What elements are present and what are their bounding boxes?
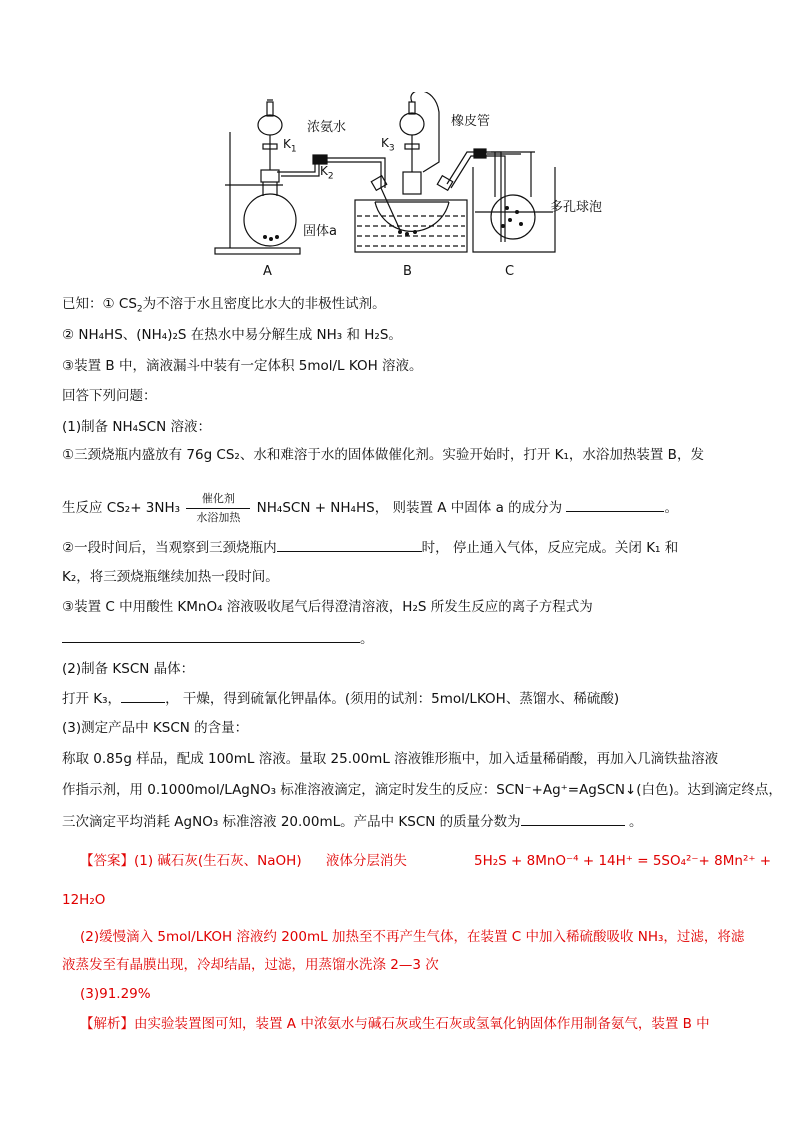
apparatus-drawing bbox=[205, 92, 575, 287]
answer-line-1 bbox=[80, 851, 407, 871]
answer-blank-3[interactable] bbox=[62, 628, 360, 643]
p2-pre: 打开 K₃， bbox=[62, 691, 122, 707]
analysis-text: 由实验装置图可知，装置 A 中浓氨水与碱石灰或生石灰或氢氧化钠固体作用制备氨气，装置 B 中 bbox=[134, 1016, 710, 1032]
answer-equation-tail: 12H₂O bbox=[62, 892, 106, 908]
label-k1-sub: 1 bbox=[290, 144, 297, 155]
analysis-label: 【解析】 bbox=[80, 1016, 134, 1032]
answer-blank-1[interactable] bbox=[566, 497, 664, 512]
p3-c-post: 。 bbox=[628, 814, 643, 830]
known-item1-sub: 2 bbox=[136, 304, 143, 315]
part3-title: (3)测定产品中 KSCN 的含量： bbox=[62, 720, 249, 736]
answer-label: 【答案】 bbox=[80, 853, 134, 869]
part1-q1-line-a: ①三颈烧瓶内盛放有 76g CS₂、水和难溶于水的固体做催化剂。实验开始时，打开 K₁，水浴加热装置 B，发 bbox=[62, 447, 704, 463]
part3-line-c bbox=[62, 811, 642, 832]
known-item-2: ② NH₄HS、(NH₄)₂S 在热水中易分解生成 NH₃ 和 H₂S。 bbox=[62, 327, 402, 343]
answer-equation: 5H₂S + 8MnO⁻⁴ + 14H⁺ = 5SO₄²⁻+ 8Mn²⁺ + bbox=[474, 853, 772, 869]
part1-q3-line-b: 。 bbox=[62, 628, 374, 649]
reaction-left: 生反应 CS₂+ 3NH₃ bbox=[62, 500, 181, 516]
known-item1-cs: CS bbox=[118, 296, 137, 312]
answer-blank-4[interactable] bbox=[121, 688, 165, 703]
answer-1: (1) 碱石灰(生石灰、NaOH) bbox=[134, 853, 302, 869]
questions-intro: 回答下列问题： bbox=[62, 388, 157, 404]
part3-line-a: 称取 0.85g 样品，配成 100mL 溶液。量取 25.00mL 溶液锥形瓶中，加入适量稀硝酸，再加入几滴铁盐溶液 bbox=[62, 751, 719, 767]
part1-q1-line-b: 生反应 CS₂+ 3NH₃ $\frac{\text{催化剂}}{\text{水浴加热}}$ NH₄SCN + NH₄HS， 则装置 A 中固体 a 的成分为 。 bbox=[62, 497, 678, 518]
label-solid-a: 固体a bbox=[303, 224, 337, 239]
label-k1 bbox=[283, 137, 297, 155]
label-k1-letter: K bbox=[283, 137, 291, 151]
known-item-3: ③装置 B 中，滴液漏斗中装有一定体积 5mol/L KOH 溶液。 bbox=[62, 358, 423, 374]
label-rubber-tube: 橡皮管 bbox=[451, 114, 491, 129]
analysis-line bbox=[80, 1014, 710, 1034]
part1-q2-line-b: K₂，将三颈烧瓶继续加热一段时间。 bbox=[62, 569, 279, 585]
label-k2-sub: 2 bbox=[327, 171, 334, 182]
q2-post: 时， 停止通入气体，反应完成。关闭 K₁ 和 bbox=[421, 540, 679, 556]
answer-2-line-b: 液蒸发至有晶膜出现，冷却结晶，过滤，用蒸馏水洗涤 2—3 次 bbox=[62, 957, 439, 973]
p2-post: ， 干燥，得到硫氰化钾晶体。(须用的试剂：5mol/LKOH、蒸馏水、稀硫酸) bbox=[165, 691, 620, 707]
stand-base bbox=[215, 248, 300, 254]
label-k2-letter: K bbox=[320, 164, 328, 178]
label-k2 bbox=[320, 164, 334, 182]
q2-pre: ②一段时间后，当观察到三颈烧瓶内 bbox=[62, 540, 277, 556]
label-c: C bbox=[505, 264, 515, 279]
reaction-condition bbox=[186, 492, 250, 524]
label-k3-letter: K bbox=[381, 136, 389, 150]
label-bubbler: 多孔球泡 bbox=[550, 200, 603, 215]
heating-label: 水浴加热 bbox=[196, 511, 241, 524]
known-item1-post: 为不溶于水且密度比水大的非极性试剂。 bbox=[142, 296, 386, 312]
p3-c-pre: 三次滴定平均消耗 AgNO₃ 标准溶液 20.00mL。产品中 KSCN 的质量分数为 bbox=[62, 814, 521, 830]
apparatus-figure bbox=[205, 92, 603, 287]
reaction-right: NH₄SCN + NH₄HS， 则装置 A 中固体 a 的成分为 bbox=[256, 500, 563, 516]
label-a: A bbox=[263, 264, 272, 279]
catalyst-label: 催化剂 bbox=[201, 492, 235, 505]
part1-title: (1)制备 NH₄SCN 溶液： bbox=[62, 419, 211, 435]
known-title: 已知： bbox=[62, 296, 103, 312]
answer-blank-5[interactable] bbox=[521, 811, 625, 826]
part1-q3-line-a: ③装置 C 中用酸性 KMnO₄ 溶液吸收尾气后得澄清溶液，H₂S 所发生反应的离子方程式为 bbox=[62, 599, 593, 615]
label-k3 bbox=[381, 136, 395, 154]
label-k3-sub: 3 bbox=[388, 143, 395, 154]
label-b: B bbox=[403, 264, 412, 279]
part3-line-b: 作指示剂，用 0.1000mol/LAgNO₃ 标准溶液滴定，滴定时发生的反应：SCN⁻+Ag⁺=AgSCN↓(白色)。达到滴定终点， bbox=[62, 782, 782, 798]
label-ammonia: 浓氨水 bbox=[307, 120, 347, 135]
answer-1b: 液体分层消失 bbox=[325, 853, 407, 869]
answer-2-line-a: (2)缓慢滴入 5mol/LKOH 溶液约 200mL 加热至不再产生气体，在装置 C 中加入稀硫酸吸收 NH₃，过滤，将滤 bbox=[80, 929, 745, 945]
known-item1-pre: ① bbox=[102, 296, 115, 312]
part2-body bbox=[62, 688, 619, 709]
answer-3: (3)91.29% bbox=[80, 986, 151, 1002]
answer-blank-2[interactable] bbox=[277, 537, 422, 552]
known-item-1 bbox=[62, 294, 386, 314]
part2-title: (2)制备 KSCN 晶体： bbox=[62, 661, 195, 677]
part1-q2-line-a bbox=[62, 537, 678, 558]
